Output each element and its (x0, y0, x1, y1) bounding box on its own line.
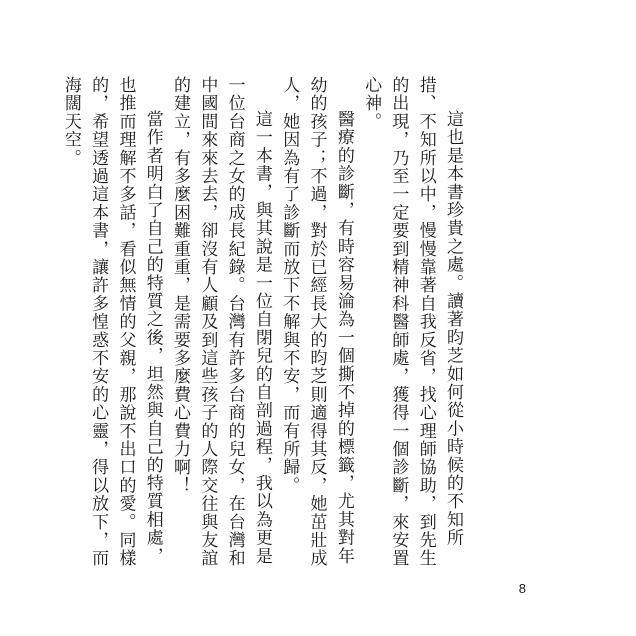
paragraph-3: 這一本書，與其說是一位自閉兒的自剖過程，我以為更是一位台商之女的成長紀錄。台灣有許多台商的兒女，在台灣和中國間來來去去，卻沒有人顧及到這些孩子的人際交往與友誼的建立，有多麼困難重重，是需要多麼費心費力啊！ (170, 76, 272, 568)
vertical-text-body (57, 76, 466, 576)
page-number: 8 (518, 581, 526, 596)
paragraph-1: 這也是本書珍貴之處。讀著昀芝如何從小時候的不知所措、不知所以中，慢慢靠著自我反省，找心理師協助，到先生的出現，乃至一定要到精神科醫師處，獲得一個診斷，來安置心神。 (361, 76, 463, 568)
paragraph-2: 醫療的診斷，有時容易淪為一個撕不掉的標籤，尤其對年幼的孩子；不過，對於已經長大的昀芝則適得其反，她茁壯成人，她因為有了診斷而放下不解與不安，而有所歸。 (279, 76, 354, 568)
paragraph-4: 當作者明白了自己的特質之後，坦然與自己的特質相處，也推而理解不多話，看似無情的父親，那說不出口的愛。同樣的，希望透過這本書，讓許多惶惑不安的心靈，得以放下，而海闊天空。 (60, 76, 163, 568)
